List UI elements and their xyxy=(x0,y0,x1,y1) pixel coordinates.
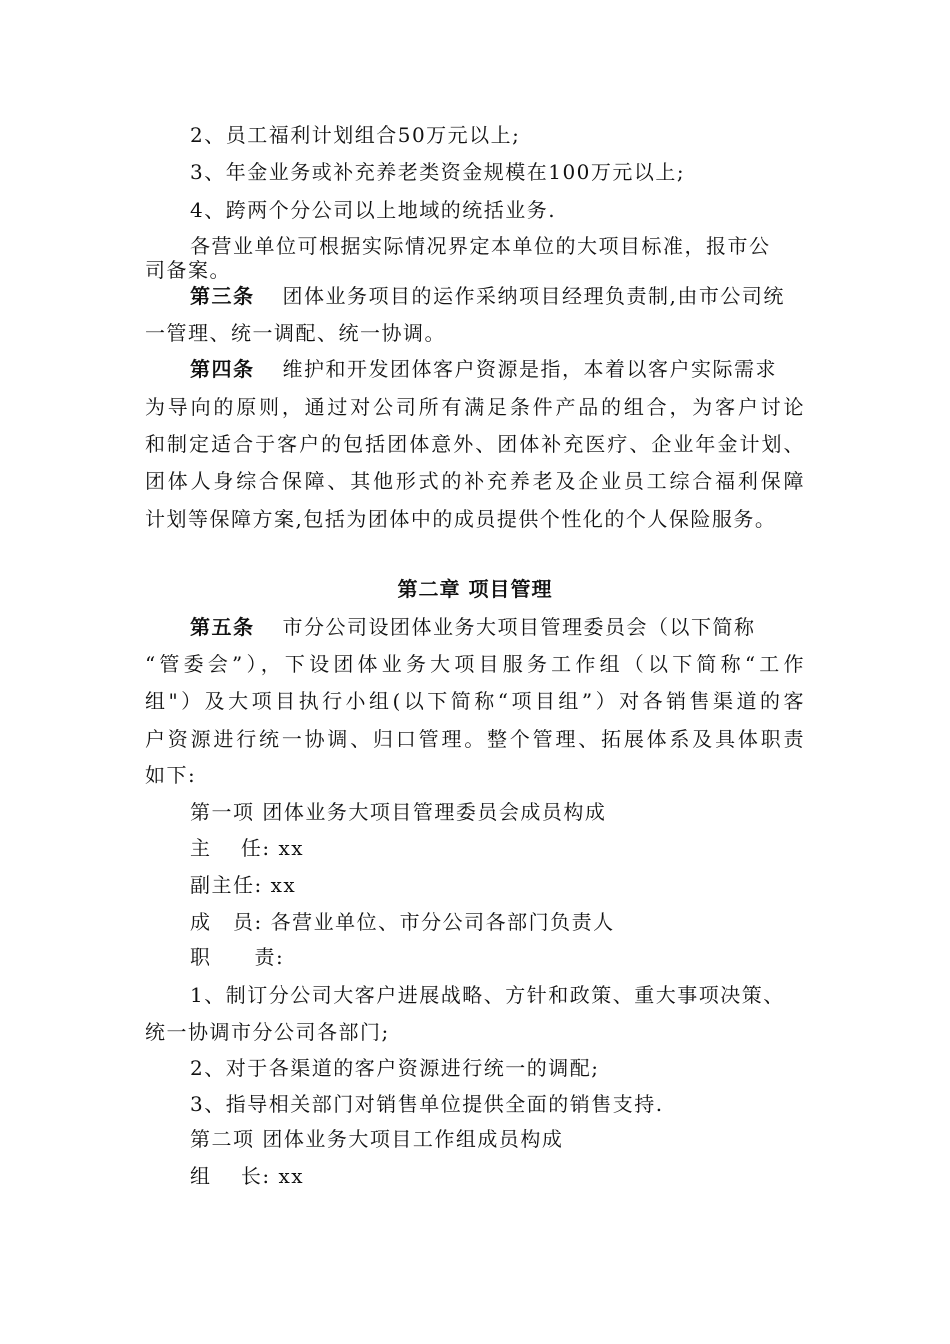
duty-line: 统一协调市分公司各部门; xyxy=(145,1020,390,1044)
article-5-label: 第五条 xyxy=(190,615,255,639)
paragraph-line: 各营业单位可根据实际情况界定本单位的大项目标准，报市公 xyxy=(190,234,771,258)
paragraph-line: 3、年金业务或补充养老类资金规模在100万元以上; xyxy=(190,160,686,184)
paragraph-line: 户资源进行统一协调、归口管理。整个管理、拓展体系及具体职责 xyxy=(145,727,805,751)
article-3-text: 团体业务项目的运作采纳项目经理负责制,由市公司统 xyxy=(282,284,785,308)
duty-line: 1、制订分公司大客户进展战略、方针和政策、重大事项决策、 xyxy=(190,983,785,1007)
paragraph-line: 计划等保障方案,包括为团体中的成员提供个性化的个人保险服务。 xyxy=(145,507,777,531)
paragraph-line: 2、员工福利计划组合50万元以上; xyxy=(190,123,521,147)
chapter-heading: 第二章 项目管理 xyxy=(397,577,553,601)
section-item-heading: 第一项 团体业务大项目管理委员会成员构成 xyxy=(190,800,607,824)
paragraph-line: 组"）及大项目执行小组(以下简称“项目组”）对各销售渠道的客 xyxy=(145,689,805,713)
article-3-line xyxy=(190,283,805,309)
role-line: 成 员: 各营业单位、市分公司各部门负责人 xyxy=(190,910,615,934)
paragraph-line: 4、跨两个分公司以上地域的统括业务. xyxy=(190,198,557,222)
paragraph-line: 一管理、统一调配、统一协调。 xyxy=(145,321,446,345)
paragraph-line: 团体人身综合保障、其他形式的补充养老及企业员工综合福利保障 xyxy=(145,469,805,493)
paragraph-line: 司备案。 xyxy=(145,258,231,282)
role-line: 职 责: xyxy=(190,945,285,969)
paragraph-line: “管委会”），下设团体业务大项目服务工作组（以下简称“工作 xyxy=(145,652,805,676)
article-3-label: 第三条 xyxy=(190,284,255,308)
article-4-text: 维护和开发团体客户资源是指，本着以客户实际需求 xyxy=(282,357,777,381)
article-5-line xyxy=(190,614,805,640)
duty-line: 3、指导相关部门对销售单位提供全面的销售支持. xyxy=(190,1092,664,1116)
section-item-heading: 第二项 团体业务大项目工作组成员构成 xyxy=(190,1127,564,1151)
role-line: 组 长: xx xyxy=(190,1164,305,1188)
role-line: 主 任: xx xyxy=(190,836,305,860)
role-line: 副主任: xx xyxy=(190,873,297,897)
article-4-line xyxy=(190,356,805,382)
article-4-label: 第四条 xyxy=(190,357,255,381)
paragraph-line: 如下: xyxy=(145,763,197,787)
article-5-text: 市分公司设团体业务大项目管理委员会（以下简称 xyxy=(282,615,756,639)
duty-line: 2、对于各渠道的客户资源进行统一的调配; xyxy=(190,1056,600,1080)
paragraph-line: 和制定适合于客户的包括团体意外、团体补充医疗、企业年金计划、 xyxy=(145,432,805,456)
paragraph-line: 为导向的原则，通过对公司所有满足条件产品的组合，为客户讨论 xyxy=(145,395,805,419)
